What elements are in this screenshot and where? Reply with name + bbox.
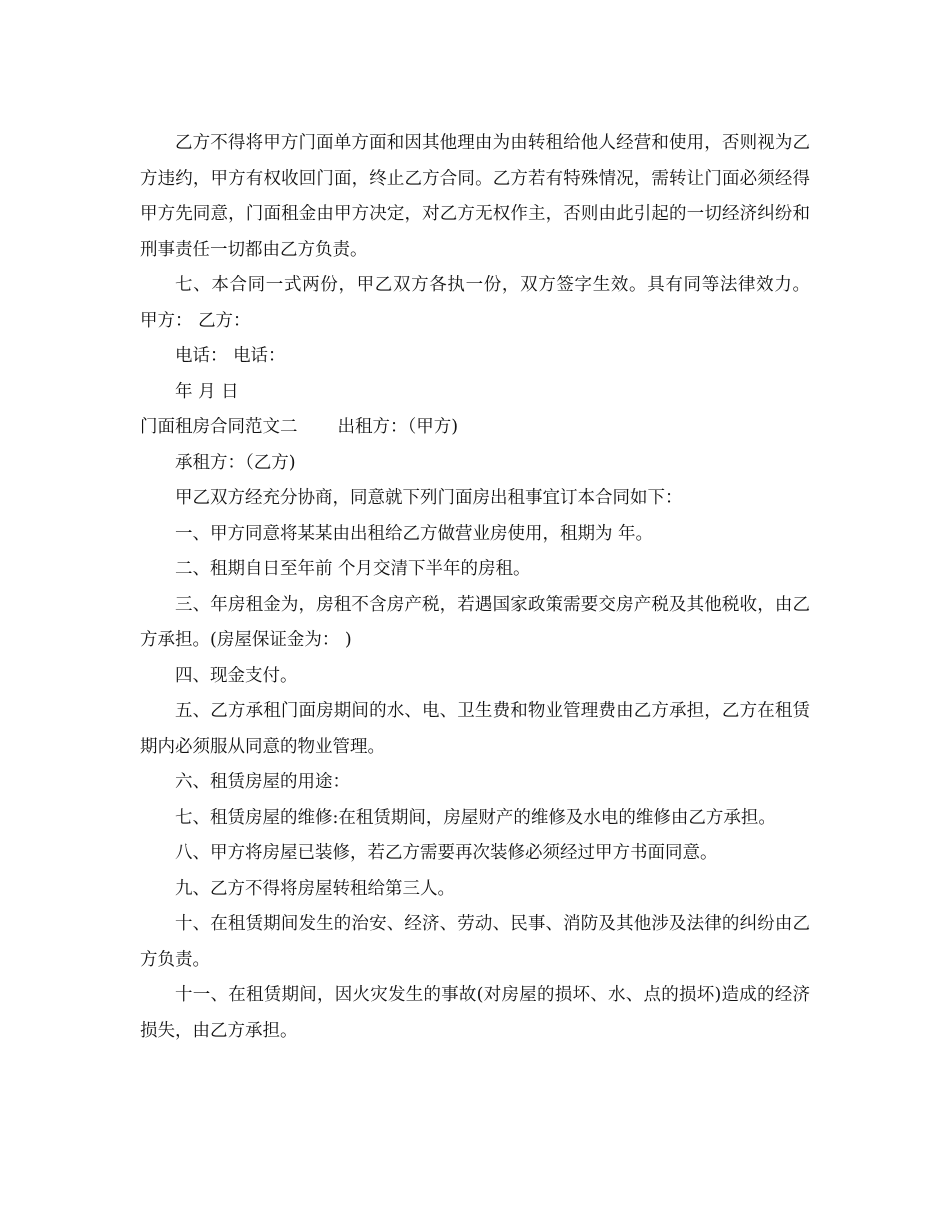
paragraph-contract-copies: 七、本合同一式两份，甲乙双方各执一份，双方签字生效。具有同等法律效力。 甲方： 乙方： bbox=[140, 275, 810, 331]
paragraph-clause-3: 三、年房租金为，房租不含房产税，若遇国家政策需要交房产税及其他税收，由乙方承担。(房屋保证金为： ) bbox=[140, 594, 810, 650]
paragraph-date: 年 月 日 bbox=[175, 381, 239, 402]
paragraph-sublease-clause: 乙方不得将甲方门面单方面和因其他理由为由转租给他人经营和使用，否则视为乙方违约，甲方有权收回门面，终止乙方合同。乙方若有特殊情况，需转让门面必须经得甲方先同意，门面租金由甲方决定，对乙方无权作主，否则由此引起的一切经济纠纷和刑事责任一切都由乙方负责。 bbox=[140, 133, 810, 260]
lessor-label: 出租方：（甲方) bbox=[337, 417, 459, 437]
section-title: 门面租房合同范文二 bbox=[140, 417, 298, 437]
paragraph-clause-6: 六、租赁房屋的用途： bbox=[175, 772, 350, 792]
paragraph-clause-10: 十、在租赁期间发生的治安、经济、劳动、民事、消防及其他涉及法律的纠纷由乙方负责。 bbox=[140, 914, 810, 970]
paragraph-agreement-intro: 甲乙双方经充分协商，同意就下列门面房出租事宜订本合同如下： bbox=[175, 488, 683, 508]
paragraph-clause-8: 八、甲方将房屋已装修，若乙方需要再次装修必须经过甲方书面同意。 bbox=[175, 843, 718, 863]
paragraph-phone: 电话： 电话： bbox=[175, 346, 286, 366]
section-heading-line bbox=[140, 410, 810, 446]
paragraph-clause-7: 七、租赁房屋的维修:在租赁期间，房屋财产的维修及水电的维修由乙方承担。 bbox=[175, 807, 776, 828]
paragraph-clause-1: 一、甲方同意将某某由出租给乙方做营业房使用，租期为 年。 bbox=[175, 523, 654, 544]
paragraph-clause-5: 五、乙方承租门面房期间的水、电、卫生费和物业管理费由乙方承担，乙方在租赁期内必须服从同意的物业管理。 bbox=[140, 701, 810, 757]
paragraph-clause-2: 二、租期自日至年前 个月交清下半年的房租。 bbox=[175, 559, 531, 579]
paragraph-clause-11: 十一、在租赁期间，因火灾发生的事故(对房屋的损坏、水、点的损坏)造成的经济损失，由乙方承担。 bbox=[140, 985, 810, 1041]
paragraph-clause-4: 四、现金支付。 bbox=[175, 665, 298, 686]
paragraph-clause-9: 九、乙方不得将房屋转租给第三人。 bbox=[175, 878, 455, 899]
paragraph-lessee: 承租方：（乙方) bbox=[175, 452, 296, 473]
document-body bbox=[140, 126, 810, 1049]
